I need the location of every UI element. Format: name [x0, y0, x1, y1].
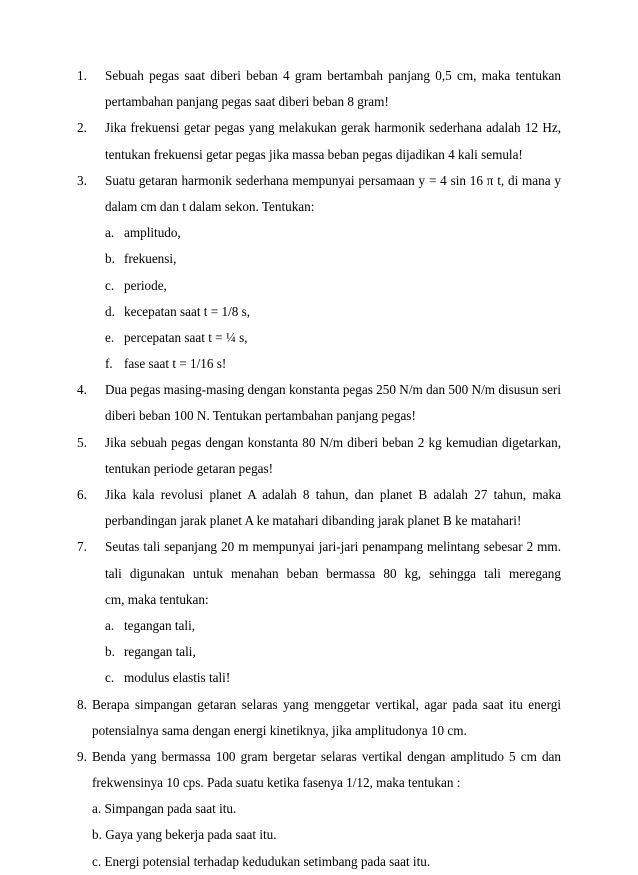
sub-question — [105, 220, 638, 246]
question-item-3 — [0, 168, 638, 378]
question-line: Berapa simpangan getaran selaras yang menggetar vertikal, agar pada saat itu energi — [92, 696, 561, 712]
sub-question-label: e. — [105, 329, 115, 345]
question-line: Benda yang bermassa 100 gram bergetar selaras vertikal dengan amplitudo 5 cm dan — [92, 748, 561, 764]
sub-question — [105, 613, 638, 639]
question-line: tentukan frekuensi getar pegas jika massa beban pegas dijadikan 4 kali semula! — [105, 146, 523, 162]
sub-question — [105, 299, 638, 325]
question-number: 7. — [77, 539, 87, 555]
sub-question-label: b. — [105, 251, 115, 267]
sub-question-label: b. — [105, 644, 115, 660]
question-item-9 — [0, 744, 638, 875]
question-number: 2. — [77, 120, 87, 136]
sub-question-text: fase saat t = 1/16 s! — [124, 356, 227, 372]
sub-question: b. Gaya yang bekerja pada saat itu. — [92, 827, 277, 843]
sub-question-label: d. — [105, 303, 115, 319]
question-line: Suatu getaran harmonik sederhana mempunyai persamaan y = 4 sin 16 π t, di mana y — [105, 172, 561, 188]
sub-question-list — [0, 220, 638, 377]
sub-question — [105, 246, 638, 272]
question-number: 1. — [77, 68, 87, 83]
question-line: diberi beban 100 N. Tentukan pertambahan panjang pegas! — [105, 408, 416, 424]
sub-question-label: c. — [105, 670, 115, 686]
question-line: potensialnya sama dengan energi kinetiknya, jika amplitudonya 10 cm. — [92, 722, 467, 738]
question-line: Jika sebuah pegas dengan konstanta 80 N/m diberi beban 2 kg kemudian digetarkan, — [105, 434, 561, 450]
sub-question — [105, 639, 638, 665]
question-line: tentukan periode getaran pegas! — [105, 460, 274, 476]
question-line: dalam cm dan t dalam sekon. Tentukan: — [105, 198, 315, 214]
question-line: Jika kala revolusi planet A adalah 8 tahun, dan planet B adalah 27 tahun, maka — [105, 487, 561, 502]
sub-question: a. Simpangan pada saat itu. — [92, 801, 237, 817]
sub-question-text: tegangan tali, — [124, 617, 196, 633]
question-item-5 — [0, 430, 638, 482]
sub-question: c. Energi potensial terhadap kedudukan setimbang pada saat itu. — [92, 853, 431, 869]
sub-question-text: frekuensi, — [124, 251, 177, 267]
question-line: pertambahan panjang pegas saat diberi beban 8 gram! — [105, 94, 389, 110]
question-number: 9. — [77, 748, 87, 764]
question-number: 6. — [77, 487, 87, 502]
question-item-7 — [0, 534, 638, 691]
sub-question-label: a. — [105, 225, 115, 241]
question-line: Sebuah pegas saat diberi beban 4 gram bertambah panjang 0,5 cm, maka tentukan — [105, 68, 561, 83]
sub-question-text: amplitudo, — [124, 225, 181, 241]
question-item-6 — [0, 482, 638, 534]
sub-question-text: periode, — [124, 277, 167, 293]
sub-question-list — [0, 613, 638, 692]
question-line: perbandingan jarak planet A ke matahari dibanding jarak planet B ke matahari! — [105, 513, 522, 529]
question-line: Jika frekuensi getar pegas yang melakukan gerak harmonik sederhana adalah 12 Hz, — [105, 120, 561, 136]
sub-question-text: kecepatan saat t = 1/8 s, — [124, 303, 251, 319]
sub-question-label: c. — [105, 277, 115, 293]
question-line: Dua pegas masing-masing dengan konstanta pegas 250 N/m dan 500 N/m disusun seri — [105, 382, 561, 398]
sub-question — [105, 351, 638, 377]
sub-question — [105, 665, 638, 691]
question-item-1 — [0, 63, 638, 115]
sub-question-text: regangan tali, — [124, 644, 196, 660]
sub-question-list — [0, 796, 638, 875]
sub-question — [105, 325, 638, 351]
question-item-2 — [0, 115, 638, 167]
question-line: Seutas tali sepanjang 20 m mempunyai jari-jari penampang melintang sebesar 2 mm. — [105, 539, 561, 555]
question-list — [0, 63, 638, 875]
sub-question-text: modulus elastis tali! — [124, 670, 231, 686]
sub-question-label: f. — [105, 356, 113, 372]
sub-question-text: percepatan saat t = ¼ s, — [124, 329, 248, 345]
question-line: cm, maka tentukan: — [105, 591, 209, 607]
question-number: 3. — [77, 172, 87, 188]
sub-question — [105, 273, 638, 299]
question-item-4 — [0, 377, 638, 429]
question-item-8 — [0, 692, 638, 744]
question-number: 8. — [77, 696, 87, 712]
question-line: frekwensinya 10 cps. Pada suatu ketika fasenya 1/12, maka tentukan : — [92, 775, 461, 791]
question-number: 5. — [77, 434, 87, 450]
sub-question-label: a. — [105, 617, 115, 633]
question-line: tali digunakan untuk menahan beban bermassa 80 kg, sehingga tali meregang — [105, 565, 561, 581]
question-number: 4. — [77, 382, 87, 398]
